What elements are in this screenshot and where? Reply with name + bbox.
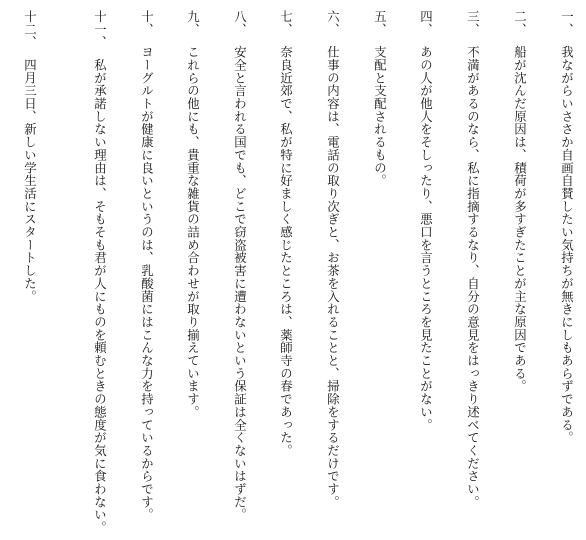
sentence-line-10: [139, 10, 155, 522]
sentence-line-2: [512, 10, 528, 393]
line-text: これらの他にも、貴重な雑貨の詰め合わせが取り揃えています。: [185, 45, 201, 419]
line-number: 六、: [325, 10, 341, 36]
line-text: 四月三日、新しい学生活にスタートした。: [22, 58, 38, 303]
line-text: 私が承諾しない理由は、そもそも君が人にものを頼むときの態度が気に食わない。: [92, 58, 108, 535]
line-number: 八、: [232, 10, 248, 36]
line-text: 不満があるのなら、私に指摘するなり、自分の意見をはっきり述べてください。: [465, 45, 481, 509]
line-text: 船が沈んだ原因は、積荷が多すぎたことが主な原因である。: [512, 45, 528, 393]
sentence-line-9: [185, 10, 201, 419]
line-text: あの人が他人をそしったり、悪口を言うところを見たことがない。: [418, 45, 434, 432]
sentence-line-12: [22, 10, 38, 303]
line-number: 三、: [465, 10, 481, 36]
sentence-line-5: [372, 10, 388, 188]
line-text: 支配と支配されるもの。: [372, 45, 388, 188]
line-text: ヨーグルトが健康に良いというのは、乳酸菌にはこんな力を持っているからです。: [139, 45, 155, 522]
sentence-line-4: [418, 10, 434, 432]
line-text: 安全と言われる国でも、どこで窃盗被害に遭わないという保証は全くないはずだ。: [232, 45, 248, 522]
line-number: 十一、: [92, 10, 108, 49]
line-number: 九、: [185, 10, 201, 36]
line-text: 奈良近郊で、私が特に好ましく感じたところは、薬師寺の春であった。: [278, 45, 294, 457]
line-number: 二、: [512, 10, 528, 36]
sentence-line-7: [278, 10, 294, 457]
sentence-line-11: [92, 10, 108, 535]
sentence-line-6: [325, 10, 341, 509]
line-number: 一、: [559, 10, 575, 36]
line-text: 仕事の内容は、電話の取り次ぎと、お茶を入れることと、掃除をするだけです。: [325, 45, 341, 509]
line-number: 十、: [139, 10, 155, 36]
sentence-line-8: [232, 10, 248, 522]
sentence-line-3: [465, 10, 481, 509]
line-number: 七、: [278, 10, 294, 36]
line-number: 四、: [418, 10, 434, 36]
sentence-line-1: [559, 10, 575, 445]
line-number: 五、: [372, 10, 388, 36]
line-text: 我ながらいささか自画自賛したい気持ちが無きにしもあらずである。: [559, 45, 575, 445]
line-number: 十二、: [22, 10, 38, 49]
